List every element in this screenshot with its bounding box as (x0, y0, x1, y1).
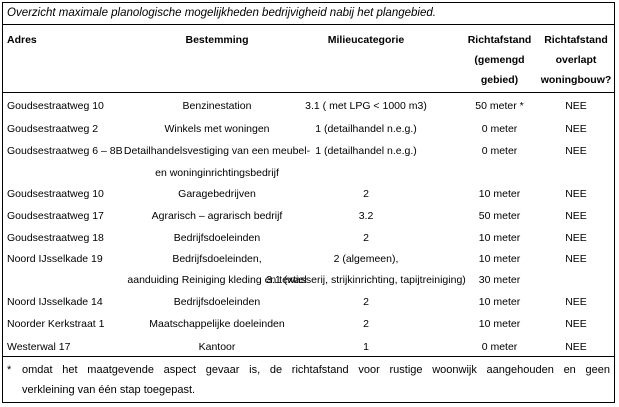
cell-adres: Noord IJsselkade 19 (7, 253, 103, 265)
cell-adres: Goudsestraatweg 10 (7, 188, 104, 200)
cell-afstand: 10 meter (478, 318, 521, 330)
header-overlapt: overlapt (555, 54, 597, 66)
footnote-marker: * (7, 364, 12, 376)
table-frame (2, 2, 615, 403)
header-adres: Adres (7, 34, 37, 46)
cell-bestemming: Garagebedrijven (178, 188, 256, 200)
cell-afstand: 0 meter (481, 123, 518, 135)
header-overlapt: woningbouw? (540, 74, 612, 86)
cell-categorie: 2 (363, 232, 369, 244)
cell-adres: Westerwal 17 (7, 341, 71, 353)
cell-bestemming: Winkels met woningen (164, 123, 270, 135)
cell-bestemming: Bedrijfsdoeleinden (173, 296, 261, 308)
cell-bestemming: Bedrijfsdoeleinden, (172, 253, 262, 265)
cell-bestemming: Benzinestation (182, 100, 252, 112)
cell-categorie: 3.1 ( met LPG < 1000 m3) (305, 100, 427, 112)
header-richtafstand: Richtafstand (467, 34, 532, 46)
cell-categorie: 2 (algemeen), (333, 253, 399, 265)
cell-adres: Goudsestraatweg 10 (7, 100, 104, 112)
cell-overlap: NEE (565, 232, 587, 244)
cell-overlap: NEE (565, 100, 587, 112)
cell-overlap: NEE (565, 253, 587, 265)
header-divider (3, 92, 614, 93)
cell-overlap: NEE (565, 318, 587, 330)
footnote-line-1: omdat het maatgevende aspect gevaar is, de richtafstand voor rustige woonwijk aangehouden en geen (22, 364, 610, 376)
cell-afstand: 10 meter (478, 188, 521, 200)
cell-overlap: NEE (565, 296, 587, 308)
cell-bestemming: Bedrijfsdoeleinden (173, 232, 261, 244)
cell-adres: Noorder Kerkstraat 1 (7, 318, 105, 330)
cell-categorie: 1 (detailhandel n.e.g.) (315, 145, 417, 157)
table-caption: Overzicht maximale planologische mogelijkheden bedrijvigheid nabij het plangebied. (7, 7, 436, 19)
header-bestemming: Bestemming (185, 34, 249, 46)
cell-bestemming: Maatschappelijke doeleinden (149, 318, 285, 330)
cell-bestemming: Detailhandelsvestiging van een meubel- (123, 145, 311, 157)
cell-categorie: 2 (363, 318, 369, 330)
cell-adres: Noord IJsselkade 14 (7, 296, 103, 308)
cell-categorie: 2 (363, 296, 369, 308)
cell-overlap: NEE (565, 210, 587, 222)
cell-categorie: 2 (363, 188, 369, 200)
cell-bestemming: Agrarisch – agrarisch bedrijf (151, 210, 283, 222)
cell-afstand: 10 meter (478, 296, 521, 308)
header-milieucategorie: Milieucategorie (327, 34, 405, 46)
cell-adres: Goudsestraatweg 18 (7, 232, 104, 244)
footnote-line-2: verkleining van één stap toegepast. (22, 384, 196, 396)
cell-afstand: 30 meter (478, 274, 521, 286)
cell-overlap: NEE (565, 341, 587, 353)
cell-bestemming: Kantoor (198, 341, 236, 353)
header-overlapt: Richtafstand (544, 34, 608, 46)
header-richtafstand: gebied) (480, 74, 519, 86)
cell-adres: Goudsestraatweg 2 (7, 123, 99, 135)
cell-afstand: 10 meter (478, 253, 521, 265)
cell-adres: Goudsestraatweg 17 (7, 210, 104, 222)
cell-overlap: NEE (565, 123, 587, 135)
cell-afstand: 0 meter (481, 145, 518, 157)
cell-afstand: 50 meter (478, 210, 521, 222)
cell-bestemming: aanduiding Reiniging kleding en textiel (127, 274, 307, 286)
footnote-divider (3, 356, 614, 357)
cell-categorie: 1 (363, 341, 369, 353)
cell-categorie: 3.1 (wasserij, strijkinrichting, tapijtreiniging) (266, 274, 466, 286)
cell-overlap: NEE (565, 188, 587, 200)
caption-divider (3, 24, 614, 25)
cell-categorie: 3.2 (358, 210, 374, 222)
cell-afstand: 0 meter (481, 341, 518, 353)
header-richtafstand: (gemengd (474, 54, 525, 66)
cell-adres: Goudsestraatweg 6 – 8B (7, 145, 123, 157)
cell-afstand: 50 meter * (475, 100, 524, 112)
cell-afstand: 10 meter (478, 232, 521, 244)
cell-bestemming: en woninginrichtingsbedrijf (155, 167, 279, 179)
cell-overlap: NEE (565, 145, 587, 157)
cell-categorie: 1 (detailhandel n.e.g.) (315, 123, 417, 135)
